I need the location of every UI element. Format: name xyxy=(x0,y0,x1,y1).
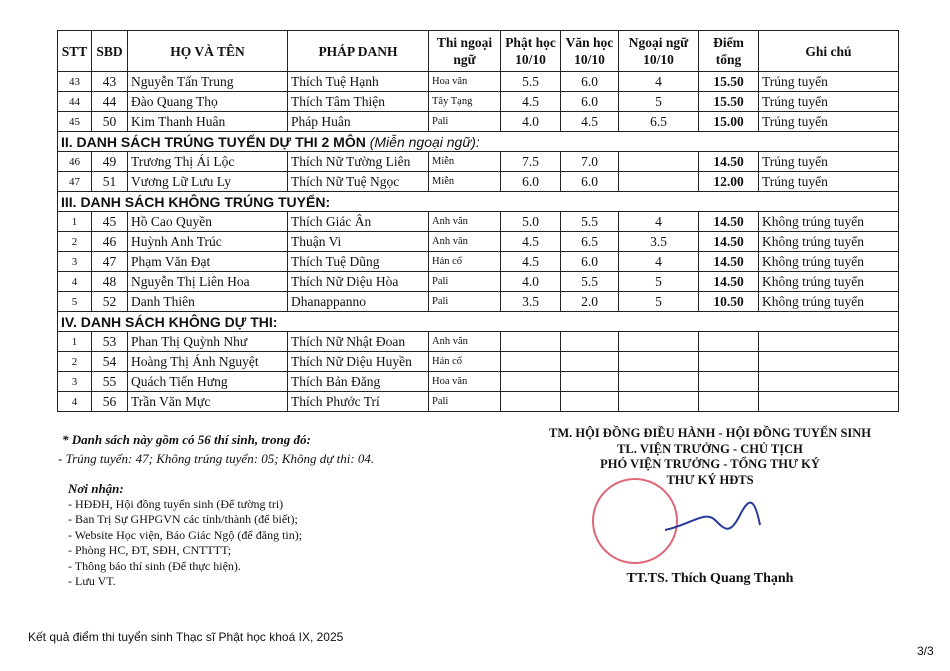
table-cell xyxy=(501,332,561,352)
table-cell: 5 xyxy=(58,292,92,312)
table-cell: Thuận Vi xyxy=(288,232,429,252)
column-header: Văn học 10/10 xyxy=(561,31,619,72)
table-cell: Trúng tuyển xyxy=(759,172,899,192)
table-cell: Pháp Huân xyxy=(288,112,429,132)
table-cell: Huỳnh Anh Trúc xyxy=(128,232,288,252)
results-table xyxy=(57,30,899,412)
table-cell: 4 xyxy=(58,392,92,412)
table-cell: Miễn xyxy=(429,172,501,192)
table-cell xyxy=(699,352,759,372)
section-title-text: II. DANH SÁCH TRÚNG TUYỂN DỰ THI 2 MÔN xyxy=(61,133,366,150)
table-cell xyxy=(699,372,759,392)
table-cell: Thích Nữ Tường Liên xyxy=(288,152,429,172)
recipient-item: - Phòng HC, ĐT, SĐH, CNTTTT; xyxy=(68,543,232,557)
table-cell: 6.0 xyxy=(561,72,619,92)
column-header: Phật học 10/10 xyxy=(501,31,561,72)
table-cell: 6.0 xyxy=(501,172,561,192)
table-cell: 6.5 xyxy=(619,112,699,132)
table-cell: Pali xyxy=(429,392,501,412)
recipients-title: Nơi nhận: xyxy=(68,481,124,496)
table-cell: Phạm Văn Đạt xyxy=(128,252,288,272)
table-cell: Trúng tuyển xyxy=(759,112,899,132)
table-cell: Pali xyxy=(429,292,501,312)
table-cell: Quách Tiến Hưng xyxy=(128,372,288,392)
table-cell: 49 xyxy=(92,152,128,172)
signature-block xyxy=(520,426,900,488)
table-cell xyxy=(501,372,561,392)
table-cell xyxy=(759,352,899,372)
column-header: SBD xyxy=(92,31,128,72)
table-cell: 4 xyxy=(619,72,699,92)
table-cell xyxy=(619,152,699,172)
table-cell: Thích Nữ Nhật Đoan xyxy=(288,332,429,352)
table-cell: 43 xyxy=(58,72,92,92)
table-row xyxy=(58,352,899,372)
recipient-item: - Lưu VT. xyxy=(68,574,116,588)
table-cell: 52 xyxy=(92,292,128,312)
table-cell: 14.50 xyxy=(699,232,759,252)
table-cell: Hán cổ xyxy=(429,352,501,372)
table-cell: 3 xyxy=(58,252,92,272)
table-cell: Tây Tạng xyxy=(429,92,501,112)
table-cell: Đào Quang Thọ xyxy=(128,92,288,112)
page-number: 3/3 xyxy=(917,644,934,658)
table-cell xyxy=(699,392,759,412)
column-header: Ngoại ngữ 10/10 xyxy=(619,31,699,72)
table-cell xyxy=(501,392,561,412)
signature-line: PHÓ VIỆN TRƯỞNG - TỔNG THƯ KÝ xyxy=(600,457,820,471)
recipient-item: - Ban Trị Sự GHPGVN các tỉnh/thành (để biết); xyxy=(68,512,298,526)
table-cell: 1 xyxy=(58,212,92,232)
summary-counts: - Trúng tuyển: 47; Không trúng tuyển: 05; Không dự thi: 04. xyxy=(58,451,375,466)
table-cell: Thích Tuệ Hạnh xyxy=(288,72,429,92)
table-cell: Không trúng tuyển xyxy=(759,272,899,292)
table-cell: 47 xyxy=(92,252,128,272)
table-cell: Thích Nữ Diệu Hòa xyxy=(288,272,429,292)
table-cell: Hoàng Thị Ánh Nguyệt xyxy=(128,352,288,372)
table-cell: Không trúng tuyển xyxy=(759,252,899,272)
table-cell: 14.50 xyxy=(699,152,759,172)
table-cell: Anh văn xyxy=(429,232,501,252)
table-cell: Thích Bản Đăng xyxy=(288,372,429,392)
table-cell xyxy=(759,372,899,392)
table-cell: Không trúng tuyển xyxy=(759,232,899,252)
table-cell: 14.50 xyxy=(699,272,759,292)
table-cell: 2 xyxy=(58,232,92,252)
section-note: (Miễn ngoại ngữ): xyxy=(369,133,480,150)
table-row xyxy=(58,292,899,312)
table-cell: 4.0 xyxy=(501,272,561,292)
table-cell: 15.00 xyxy=(699,112,759,132)
table-cell: 6.0 xyxy=(561,252,619,272)
table-cell: Thích Phước Trí xyxy=(288,392,429,412)
table-cell: 4 xyxy=(619,252,699,272)
table-cell: Thích Giác Ân xyxy=(288,212,429,232)
handwritten-signature xyxy=(660,495,770,545)
table-cell xyxy=(561,392,619,412)
table-row xyxy=(58,172,899,192)
section-header xyxy=(58,312,899,332)
table-cell: 47 xyxy=(58,172,92,192)
table-cell: Danh Thiên xyxy=(128,292,288,312)
table-cell xyxy=(759,332,899,352)
summary xyxy=(58,432,375,467)
table-cell: 7.5 xyxy=(501,152,561,172)
table-cell: 6.0 xyxy=(561,92,619,112)
table-cell: 5.5 xyxy=(561,212,619,232)
table-row xyxy=(58,92,899,112)
table-cell: 4 xyxy=(58,272,92,292)
table-cell: 56 xyxy=(92,392,128,412)
table-cell: 14.50 xyxy=(699,212,759,232)
table-cell xyxy=(619,332,699,352)
table-cell: 45 xyxy=(58,112,92,132)
section-title xyxy=(58,132,899,152)
table-cell: 44 xyxy=(92,92,128,112)
table-cell: 6.5 xyxy=(561,232,619,252)
table-cell: 5.5 xyxy=(561,272,619,292)
table-cell: 14.50 xyxy=(699,252,759,272)
table-cell: Không trúng tuyển xyxy=(759,212,899,232)
table-cell: Pali xyxy=(429,272,501,292)
table-cell: Hoa văn xyxy=(429,372,501,392)
table-cell: Thích Tâm Thiện xyxy=(288,92,429,112)
recipients xyxy=(68,481,302,590)
table-cell: 46 xyxy=(58,152,92,172)
table-row xyxy=(58,392,899,412)
table-cell: 7.0 xyxy=(561,152,619,172)
table-cell: 12.00 xyxy=(699,172,759,192)
table-cell xyxy=(561,372,619,392)
table-cell: Trần Văn Mực xyxy=(128,392,288,412)
table-cell: 6.0 xyxy=(561,172,619,192)
recipient-item: - HĐĐH, Hội đồng tuyển sinh (Để tường tri) xyxy=(68,496,284,511)
table-row xyxy=(58,212,899,232)
signature-line: THƯ KÝ HĐTS xyxy=(666,472,754,487)
table-cell: 46 xyxy=(92,232,128,252)
section-title xyxy=(58,312,899,332)
recipient-item: - Website Học viện, Báo Giác Ngộ (để đăng tin); xyxy=(68,527,303,542)
table-cell: 53 xyxy=(92,332,128,352)
signer-name: TT.TS. Thích Quang Thạnh xyxy=(626,571,794,586)
table-cell: 45 xyxy=(92,212,128,232)
recipient-item: - Thông báo thí sinh (Để thực hiện). xyxy=(68,558,241,573)
section-header xyxy=(58,192,899,212)
table-cell: 4.5 xyxy=(561,112,619,132)
table-cell: 2.0 xyxy=(561,292,619,312)
table-cell xyxy=(561,352,619,372)
signature-line: TL. VIỆN TRƯỞNG - CHỦ TỊCH xyxy=(617,441,803,456)
table-cell: 15.50 xyxy=(699,72,759,92)
table-cell: Phan Thị Quỳnh Như xyxy=(128,332,288,352)
table-cell: 54 xyxy=(92,352,128,372)
section-title xyxy=(58,192,899,212)
table-cell: 2 xyxy=(58,352,92,372)
table-cell xyxy=(759,392,899,412)
table-cell: 4.0 xyxy=(501,112,561,132)
column-header: Điểm tổng xyxy=(699,31,759,72)
table-cell: 3.5 xyxy=(619,232,699,252)
table-cell: Hoa văn xyxy=(429,72,501,92)
table-cell xyxy=(619,172,699,192)
table-cell xyxy=(619,352,699,372)
column-header: HỌ VÀ TÊN xyxy=(128,31,288,72)
table-cell: 1 xyxy=(58,332,92,352)
table-cell: Pali xyxy=(429,112,501,132)
table-row xyxy=(58,372,899,392)
table-cell: 55 xyxy=(92,372,128,392)
table-cell: Thích Tuệ Dũng xyxy=(288,252,429,272)
table-cell: 3.5 xyxy=(501,292,561,312)
table-cell: Kim Thanh Huân xyxy=(128,112,288,132)
table-cell: 3 xyxy=(58,372,92,392)
column-header: Ghi chú xyxy=(759,31,899,72)
table-cell: 51 xyxy=(92,172,128,192)
table-cell xyxy=(699,332,759,352)
table-row xyxy=(58,232,899,252)
table-cell: 4 xyxy=(619,212,699,232)
table-cell: Thích Nữ Tuệ Ngọc xyxy=(288,172,429,192)
table-cell xyxy=(619,372,699,392)
table-cell: Anh văn xyxy=(429,212,501,232)
table-cell xyxy=(619,392,699,412)
table-cell: Nguyễn Tấn Trung xyxy=(128,72,288,92)
table-cell: 43 xyxy=(92,72,128,92)
signature-line: TM. HỘI ĐỒNG ĐIỀU HÀNH - HỘI ĐỒNG TUYỂN SINH xyxy=(548,426,872,440)
column-header: STT xyxy=(58,31,92,72)
table-cell xyxy=(561,332,619,352)
column-header: Thi ngoại ngữ xyxy=(429,31,501,72)
table-row xyxy=(58,332,899,352)
table-cell: 5.0 xyxy=(501,212,561,232)
table-cell: Anh văn xyxy=(429,332,501,352)
table-cell: 5.5 xyxy=(501,72,561,92)
table-row xyxy=(58,72,899,92)
table-cell: Thích Nữ Diệu Huyền xyxy=(288,352,429,372)
column-header: PHÁP DANH xyxy=(288,31,429,72)
table-row xyxy=(58,252,899,272)
table-cell: Vương Lữ Lưu Ly xyxy=(128,172,288,192)
table-cell: Dhanappanno xyxy=(288,292,429,312)
table-cell: Hồ Cao Quyền xyxy=(128,212,288,232)
footer-text: Kết quả điểm thi tuyển sinh Thạc sĩ Phật học khoá IX, 2025 xyxy=(28,630,344,644)
table-cell: 44 xyxy=(58,92,92,112)
table-cell: Trúng tuyển xyxy=(759,92,899,112)
table-cell: Không trúng tuyển xyxy=(759,292,899,312)
section-title-text: III. DANH SÁCH KHÔNG TRÚNG TUYỂN: xyxy=(61,193,331,210)
table-cell: 4.5 xyxy=(501,252,561,272)
table-row xyxy=(58,112,899,132)
section-title-text: IV. DANH SÁCH KHÔNG DỰ THI: xyxy=(61,313,278,330)
table-cell: 50 xyxy=(92,112,128,132)
table-cell: Nguyễn Thị Liên Hoa xyxy=(128,272,288,292)
table-header xyxy=(58,31,899,72)
table-cell: 48 xyxy=(92,272,128,292)
table-cell: 15.50 xyxy=(699,92,759,112)
table-cell: 4.5 xyxy=(501,92,561,112)
table-cell: 5 xyxy=(619,292,699,312)
table-cell: Hán cổ xyxy=(429,252,501,272)
table-row xyxy=(58,152,899,172)
table-cell: Miễn xyxy=(429,152,501,172)
table-cell: Trúng tuyển xyxy=(759,72,899,92)
table-row xyxy=(58,272,899,292)
table-cell xyxy=(501,352,561,372)
table-cell: Trúng tuyển xyxy=(759,152,899,172)
summary-title: * Danh sách này gồm có 56 thí sinh, trong đó: xyxy=(62,432,311,447)
table-cell: 10.50 xyxy=(699,292,759,312)
table-cell: Trương Thị Ái Lộc xyxy=(128,152,288,172)
section-header xyxy=(58,132,899,152)
table-cell: 5 xyxy=(619,92,699,112)
table-cell: 5 xyxy=(619,272,699,292)
table-cell: 4.5 xyxy=(501,232,561,252)
